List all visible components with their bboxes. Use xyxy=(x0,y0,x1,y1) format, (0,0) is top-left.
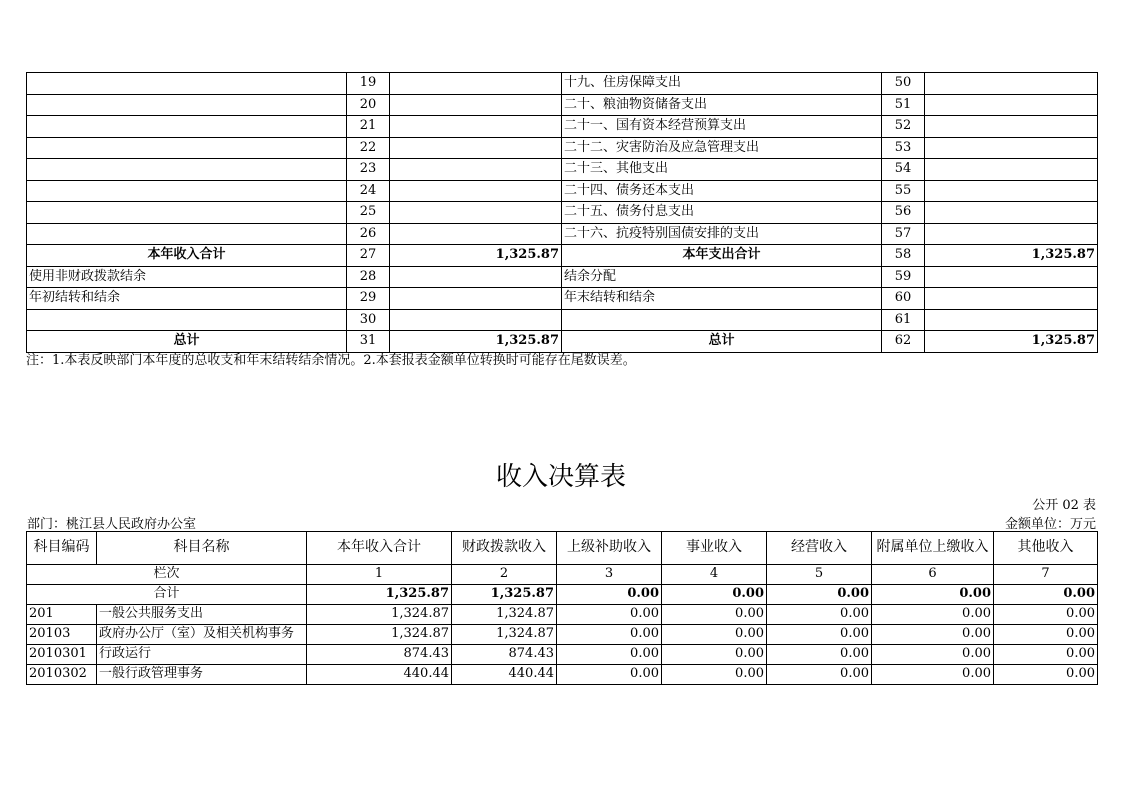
income-line-no: 22 xyxy=(347,137,390,159)
expense-line-no: 51 xyxy=(882,94,925,116)
income-line-no: 21 xyxy=(347,116,390,138)
amount-cell: 0.00 xyxy=(767,665,872,685)
column-index-row xyxy=(27,565,1098,585)
amount-cell: 0.00 xyxy=(557,665,662,685)
subject-code: 20103 xyxy=(27,625,97,645)
income-amount: 1,325.87 xyxy=(390,331,562,353)
amount-cell: 0.00 xyxy=(767,605,872,625)
header-operating: 经营收入 xyxy=(767,532,872,565)
income-line-no: 25 xyxy=(347,202,390,224)
table-row xyxy=(27,137,1098,159)
column-number: 6 xyxy=(872,565,994,585)
table-note: 注：1.本表反映部门本年度的总收支和年末结转结余情况。2.本套报表金额单位转换时可能存在尾数误差。 xyxy=(26,353,636,368)
amount-cell: 0.00 xyxy=(994,645,1098,665)
expense-amount xyxy=(925,223,1098,245)
summary-table xyxy=(26,72,1098,353)
income-amount xyxy=(390,202,562,224)
subject-code: 201 xyxy=(27,605,97,625)
department-label: 部门：桃江县人民政府办公室 xyxy=(27,517,197,532)
total-value: 0.00 xyxy=(872,585,994,605)
amount-cell: 1,324.87 xyxy=(307,625,452,645)
amount-unit-label: 金额单位：万元 xyxy=(1004,517,1096,532)
subject-code: 2010301 xyxy=(27,645,97,665)
expense-amount xyxy=(925,266,1098,288)
expense-item: 二十四、债务还本支出 xyxy=(562,180,882,202)
income-item xyxy=(27,180,347,202)
expense-line-no: 60 xyxy=(882,288,925,310)
amount-cell: 0.00 xyxy=(557,605,662,625)
table-row xyxy=(27,605,1098,625)
expense-amount xyxy=(925,309,1098,331)
income-item xyxy=(27,94,347,116)
expense-item: 本年支出合计 xyxy=(562,245,882,267)
expense-item: 二十五、债务付息支出 xyxy=(562,202,882,224)
expense-amount xyxy=(925,137,1098,159)
amount-cell: 440.44 xyxy=(452,665,557,685)
expense-amount xyxy=(925,202,1098,224)
income-line-no: 19 xyxy=(347,73,390,95)
expense-amount xyxy=(925,94,1098,116)
expense-item: 二十三、其他支出 xyxy=(562,159,882,181)
income-amount xyxy=(390,73,562,95)
expense-line-no: 52 xyxy=(882,116,925,138)
total-label: 合计 xyxy=(27,585,307,605)
amount-cell: 874.43 xyxy=(307,645,452,665)
income-amount xyxy=(390,288,562,310)
header-name: 科目名称 xyxy=(97,532,307,565)
table-row xyxy=(27,645,1098,665)
table-row xyxy=(27,202,1098,224)
page-title: 收入决算表 xyxy=(495,462,626,492)
expense-line-no: 57 xyxy=(882,223,925,245)
table-row xyxy=(27,625,1098,645)
amount-cell: 0.00 xyxy=(872,645,994,665)
income-line-no: 23 xyxy=(347,159,390,181)
amount-cell: 0.00 xyxy=(557,645,662,665)
header-code: 科目编码 xyxy=(27,532,97,565)
column-number: 3 xyxy=(557,565,662,585)
expense-amount: 1,325.87 xyxy=(925,331,1098,353)
header-other: 其他收入 xyxy=(994,532,1098,565)
expense-item: 二十一、国有资本经营预算支出 xyxy=(562,116,882,138)
amount-cell: 0.00 xyxy=(872,605,994,625)
income-table-header xyxy=(27,532,1098,565)
amount-cell: 1,324.87 xyxy=(452,625,557,645)
income-item xyxy=(27,73,347,95)
income-line-no: 26 xyxy=(347,223,390,245)
expense-amount xyxy=(925,180,1098,202)
amount-cell: 0.00 xyxy=(872,625,994,645)
income-line-no: 31 xyxy=(347,331,390,353)
amount-cell: 440.44 xyxy=(307,665,452,685)
income-item xyxy=(27,223,347,245)
table-row xyxy=(27,309,1098,331)
amount-cell: 0.00 xyxy=(994,605,1098,625)
expense-line-no: 50 xyxy=(882,73,925,95)
amount-cell: 0.00 xyxy=(662,645,767,665)
amount-cell: 0.00 xyxy=(994,625,1098,645)
income-item: 年初结转和结余 xyxy=(27,288,347,310)
expense-item: 结余分配 xyxy=(562,266,882,288)
income-amount xyxy=(390,266,562,288)
income-amount xyxy=(390,137,562,159)
expense-amount xyxy=(925,73,1098,95)
amount-cell: 874.43 xyxy=(452,645,557,665)
table-row xyxy=(27,159,1098,181)
amount-cell: 1,324.87 xyxy=(452,605,557,625)
total-value: 0.00 xyxy=(557,585,662,605)
expense-line-no: 54 xyxy=(882,159,925,181)
table-row xyxy=(27,223,1098,245)
expense-line-no: 62 xyxy=(882,331,925,353)
income-item: 本年收入合计 xyxy=(27,245,347,267)
income-item xyxy=(27,116,347,138)
header-fiscal: 财政拨款收入 xyxy=(452,532,557,565)
expense-line-no: 53 xyxy=(882,137,925,159)
table-row xyxy=(27,180,1098,202)
amount-cell: 0.00 xyxy=(994,665,1098,685)
income-line-no: 30 xyxy=(347,309,390,331)
expense-item: 二十六、抗疫特别国债安排的支出 xyxy=(562,223,882,245)
expense-line-no: 56 xyxy=(882,202,925,224)
amount-cell: 0.00 xyxy=(767,625,872,645)
income-table-body xyxy=(27,565,1098,685)
total-value: 1,325.87 xyxy=(452,585,557,605)
expense-amount xyxy=(925,159,1098,181)
subject-code: 2010302 xyxy=(27,665,97,685)
table-row xyxy=(27,116,1098,138)
header-business: 事业收入 xyxy=(662,532,767,565)
income-amount: 1,325.87 xyxy=(390,245,562,267)
expense-line-no: 59 xyxy=(882,266,925,288)
expense-line-no: 61 xyxy=(882,309,925,331)
income-item xyxy=(27,309,347,331)
income-item: 总计 xyxy=(27,331,347,353)
column-number: 2 xyxy=(452,565,557,585)
income-line-no: 28 xyxy=(347,266,390,288)
total-value: 1,325.87 xyxy=(307,585,452,605)
amount-cell: 1,324.87 xyxy=(307,605,452,625)
income-line-no: 20 xyxy=(347,94,390,116)
amount-cell: 0.00 xyxy=(662,665,767,685)
income-amount xyxy=(390,94,562,116)
subject-name: 行政运行 xyxy=(97,645,307,665)
table-row xyxy=(27,94,1098,116)
income-item xyxy=(27,159,347,181)
amount-cell: 0.00 xyxy=(767,645,872,665)
subject-name: 政府办公厅（室）及相关机构事务 xyxy=(97,625,307,645)
total-value: 0.00 xyxy=(662,585,767,605)
expense-line-no: 55 xyxy=(882,180,925,202)
form-number: 公开 02 表 xyxy=(1032,498,1096,513)
subject-name: 一般公共服务支出 xyxy=(97,605,307,625)
total-row xyxy=(27,585,1098,605)
subject-name: 一般行政管理事务 xyxy=(97,665,307,685)
expense-item: 二十、粮油物资储备支出 xyxy=(562,94,882,116)
expense-amount: 1,325.87 xyxy=(925,245,1098,267)
table-row xyxy=(27,288,1098,310)
amount-cell: 0.00 xyxy=(872,665,994,685)
income-line-no: 24 xyxy=(347,180,390,202)
expense-line-no: 58 xyxy=(882,245,925,267)
expense-amount xyxy=(925,288,1098,310)
table-row xyxy=(27,665,1098,685)
expense-item: 十九、住房保障支出 xyxy=(562,73,882,95)
total-value: 0.00 xyxy=(994,585,1098,605)
header-superior: 上级补助收入 xyxy=(557,532,662,565)
income-amount xyxy=(390,116,562,138)
total-value: 0.00 xyxy=(767,585,872,605)
expense-item: 年末结转和结余 xyxy=(562,288,882,310)
income-item xyxy=(27,202,347,224)
expense-item: 二十二、灾害防治及应急管理支出 xyxy=(562,137,882,159)
summary-table-body xyxy=(27,73,1098,353)
expense-amount xyxy=(925,116,1098,138)
column-number: 5 xyxy=(767,565,872,585)
income-amount xyxy=(390,180,562,202)
income-line-no: 29 xyxy=(347,288,390,310)
expense-item: 总计 xyxy=(562,331,882,353)
income-item: 使用非财政拨款结余 xyxy=(27,266,347,288)
table-row xyxy=(27,266,1098,288)
column-number: 7 xyxy=(994,565,1098,585)
income-line-no: 27 xyxy=(347,245,390,267)
income-amount xyxy=(390,309,562,331)
header-affiliated: 附属单位上缴收入 xyxy=(872,532,994,565)
header-total: 本年收入合计 xyxy=(307,532,452,565)
column-number: 1 xyxy=(307,565,452,585)
table-row xyxy=(27,245,1098,267)
column-index-label: 栏次 xyxy=(27,565,307,585)
income-item xyxy=(27,137,347,159)
income-amount xyxy=(390,159,562,181)
table-row xyxy=(27,73,1098,95)
amount-cell: 0.00 xyxy=(662,605,767,625)
income-table xyxy=(26,531,1098,685)
amount-cell: 0.00 xyxy=(557,625,662,645)
column-number: 4 xyxy=(662,565,767,585)
amount-cell: 0.00 xyxy=(662,625,767,645)
expense-item xyxy=(562,309,882,331)
income-amount xyxy=(390,223,562,245)
